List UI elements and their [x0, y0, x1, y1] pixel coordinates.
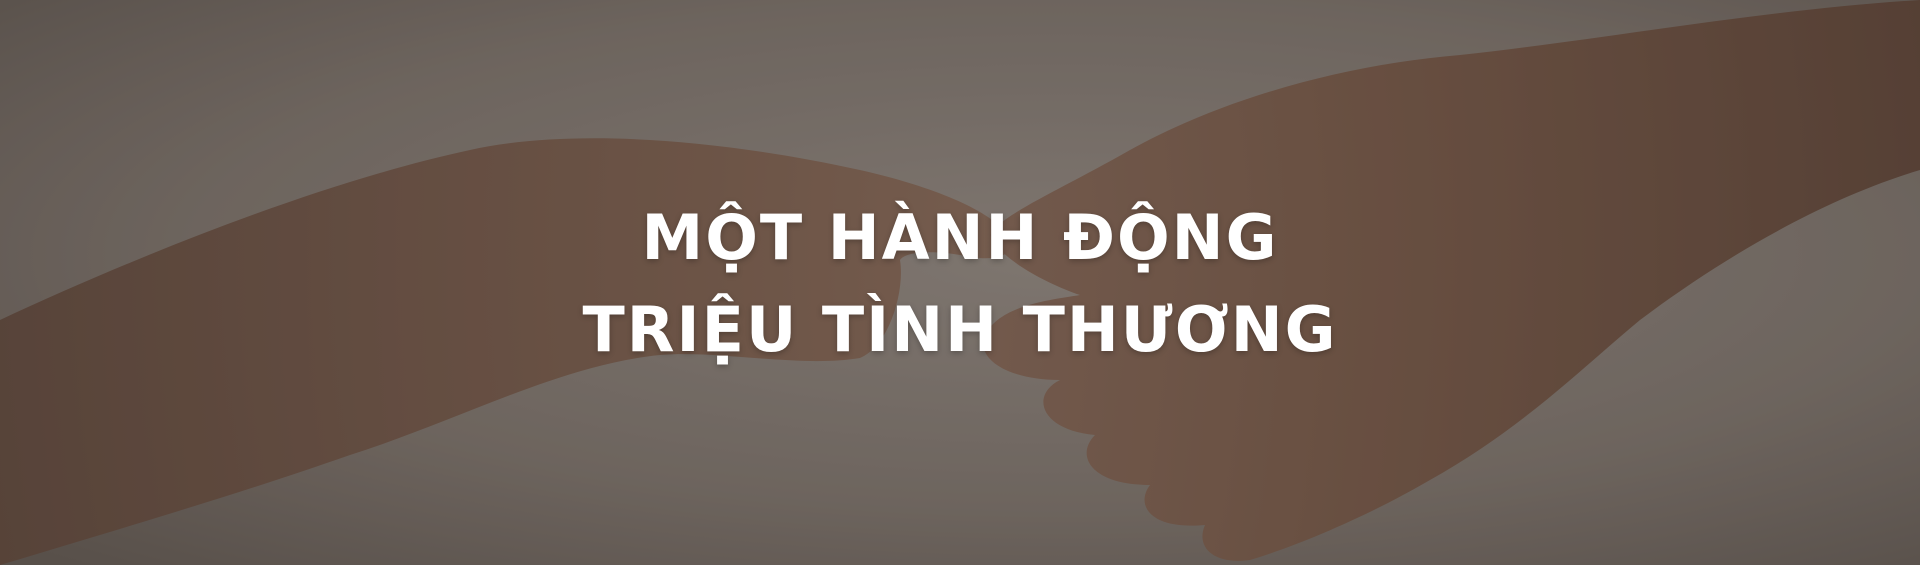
- bottom-divider: [0, 565, 1920, 579]
- page-title: [0, 192, 1920, 376]
- headline-line-2: TRIỆU TÌNH THƯƠNG: [582, 292, 1338, 366]
- headline-line-1: MỘT HÀNH ĐỘNG: [641, 200, 1279, 274]
